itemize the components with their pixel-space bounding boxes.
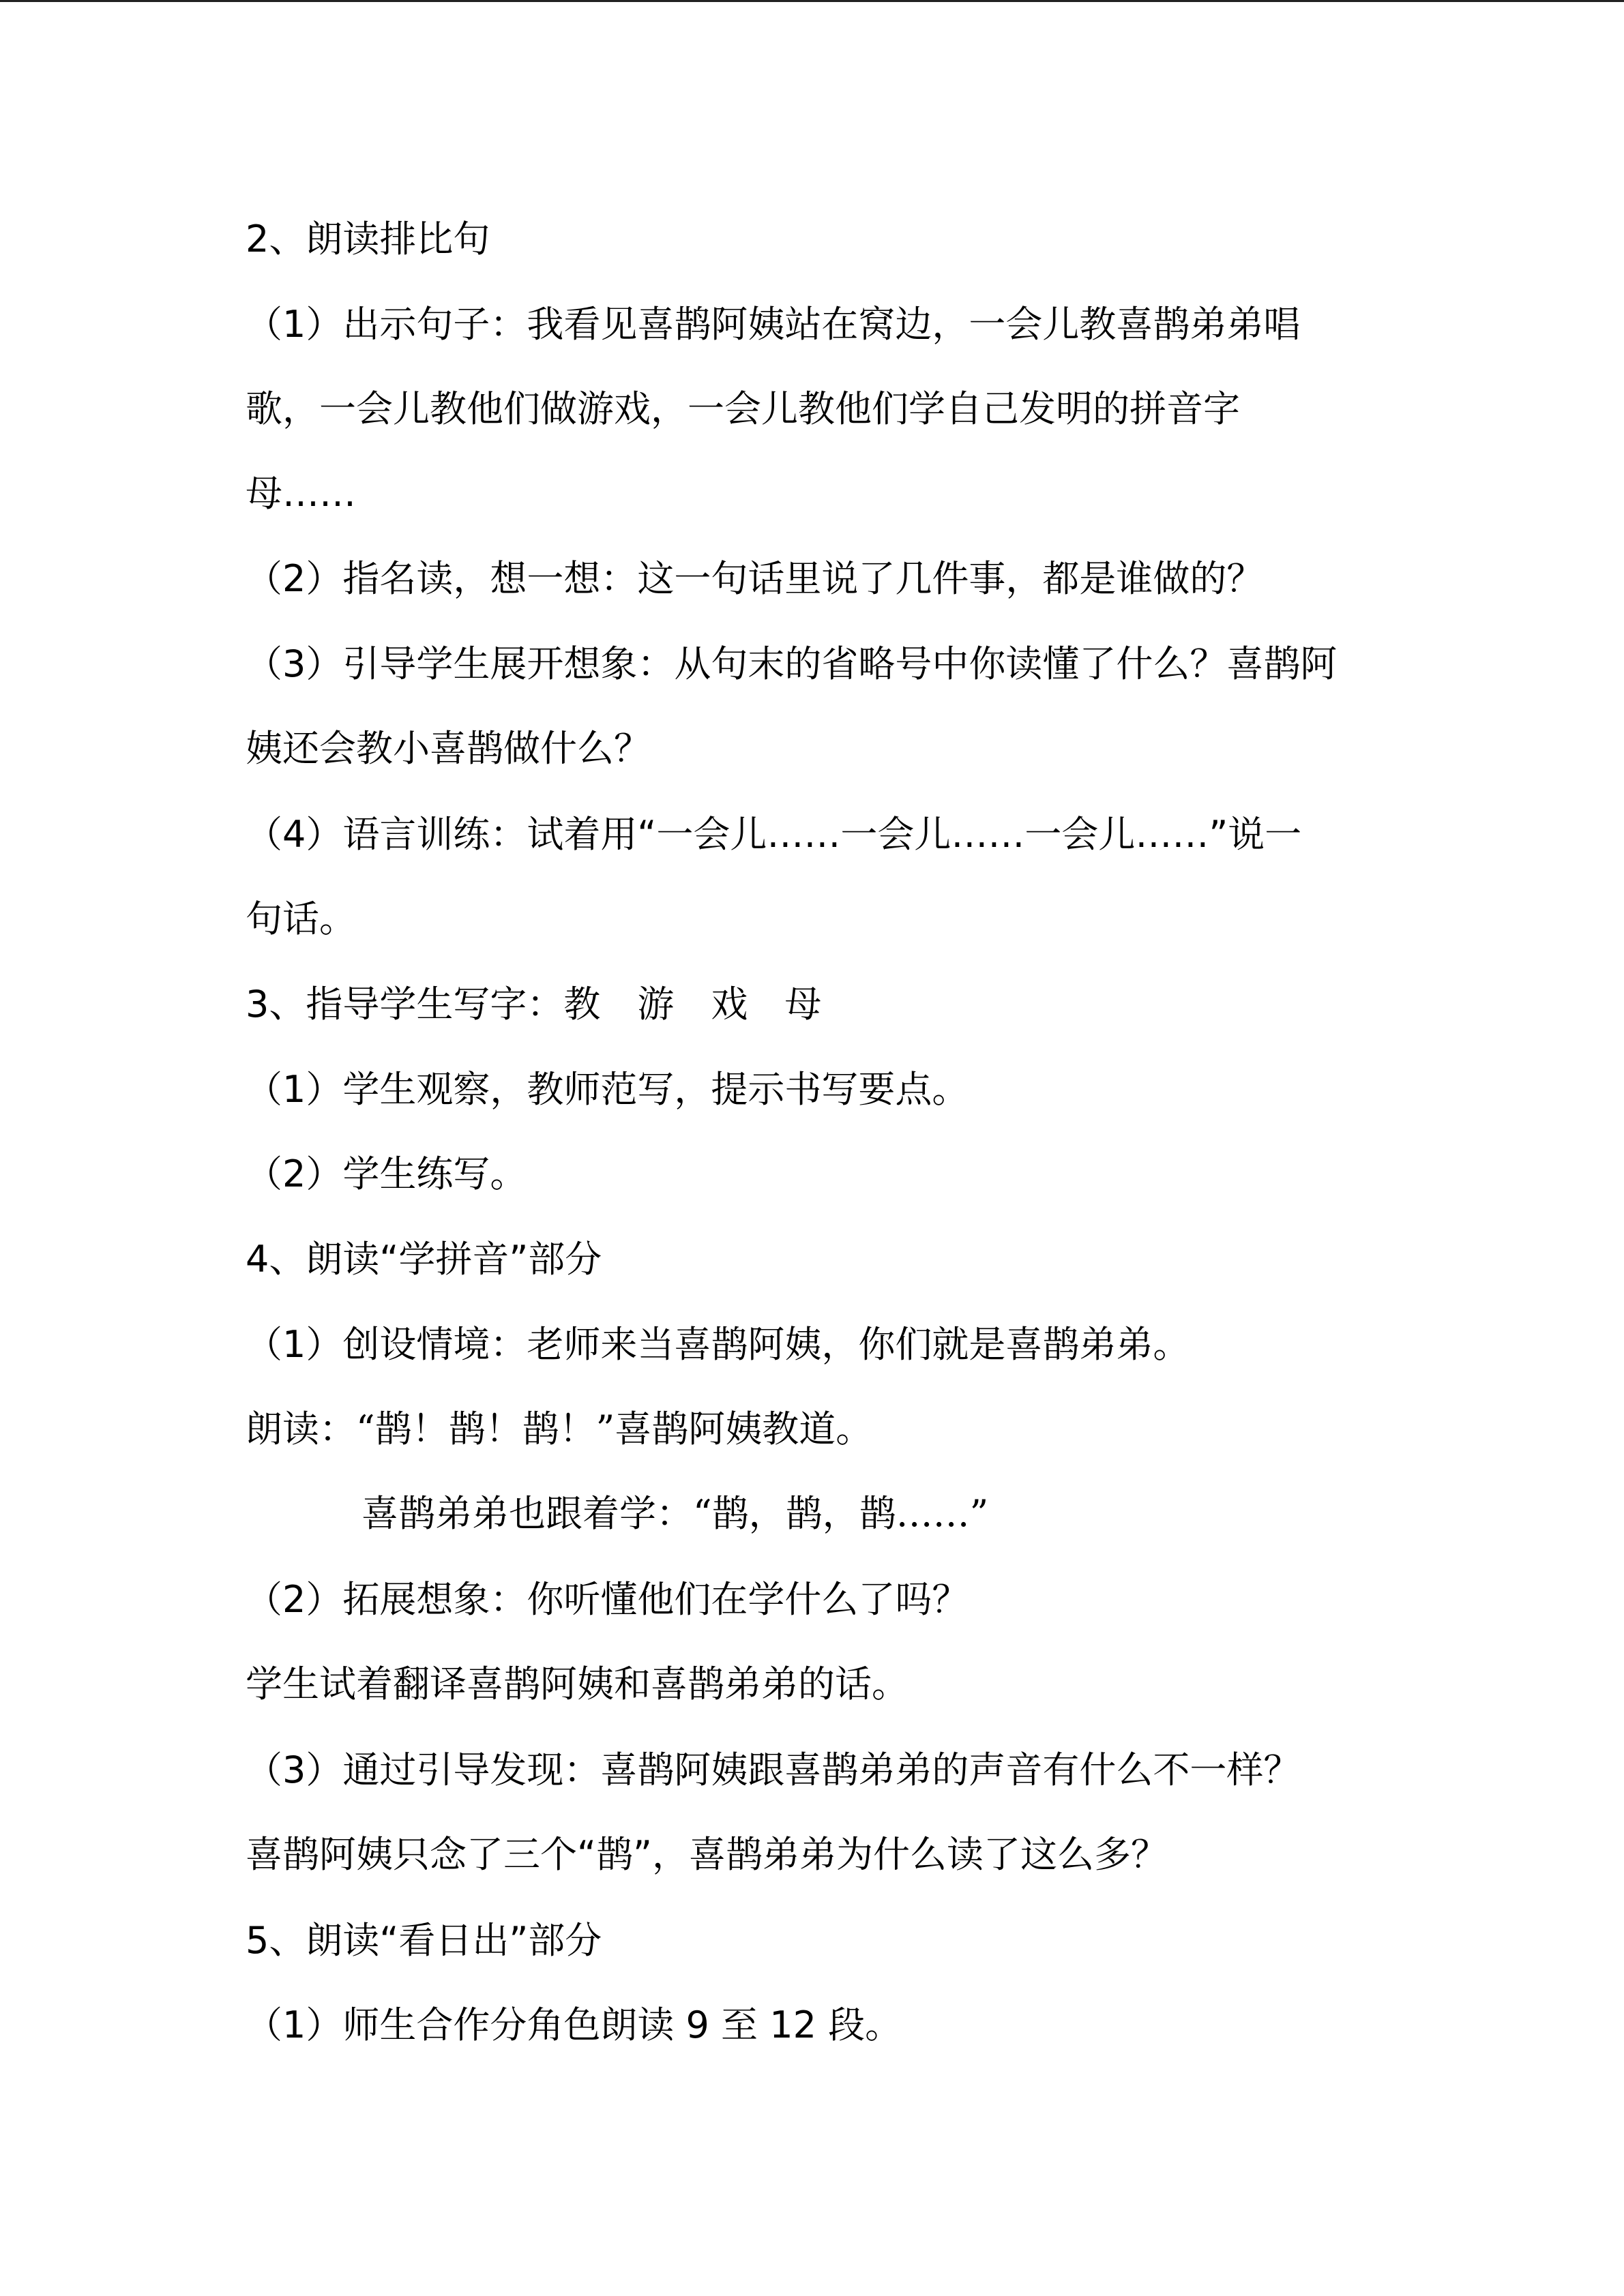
paragraph-line: 歌，一会儿教他们做游戏，一会儿教他们学自己发明的拼音字: [246, 387, 1240, 430]
paragraph-line: （2）学生练写。: [246, 1152, 527, 1195]
paragraph-line: （3）引导学生展开想象：从句末的省略号中你读懂了什么？喜鹊阿: [246, 642, 1338, 685]
heading-5: 5、朗读“看日出”部分: [246, 1919, 602, 1962]
paragraph-line: （1）出示句子：我看见喜鹊阿姨站在窝边，一会儿教喜鹊弟弟唱: [246, 303, 1301, 346]
paragraph-line: 姨还会教小喜鹊做什么？: [246, 727, 651, 770]
paragraph-line: 学生试着翻译喜鹊阿姨和喜鹊弟弟的话。: [246, 1663, 909, 1705]
heading-4: 4、朗读“学拼音”部分: [246, 1238, 602, 1281]
paragraph-line: 喜鹊阿姨只念了三个“鹊”，喜鹊弟弟为什么读了这么多？: [246, 1833, 1168, 1876]
heading-3: 3、指导学生写字：教 游 戏 母: [246, 983, 822, 1026]
paragraph-line: （1）创设情境：老师来当喜鹊阿姨，你们就是喜鹊弟弟。: [246, 1323, 1190, 1366]
page-top-border: [0, 0, 1624, 2]
paragraph-line: 句话。: [246, 897, 356, 940]
paragraph-line-indented: 喜鹊弟弟也跟着学：“鹊，鹊，鹊……”: [361, 1492, 989, 1535]
paragraph-line: （2）指名读，想一想：这一句话里说了几件事，都是谁做的？: [246, 557, 1264, 600]
heading-2: 2、朗读排比句: [246, 218, 490, 260]
paragraph-line: （4）语言训练：试着用“一会儿……一会儿……一会儿……”说一: [246, 813, 1302, 856]
paragraph-line: （2）拓展想象：你听懂他们在学什么了吗？: [246, 1578, 969, 1621]
paragraph-line: 朗读：“鹊！鹊！鹊！”喜鹊阿姨教道。: [246, 1407, 873, 1450]
paragraph-line: 母……: [246, 472, 356, 515]
paragraph-line: （3）通过引导发现：喜鹊阿姨跟喜鹊弟弟的声音有什么不一样？: [246, 1748, 1301, 1791]
paragraph-line: （1）师生合作分角色朗读 9 至 12 段。: [246, 2003, 902, 2046]
paragraph-line: （1）学生观察，教师范写，提示书写要点。: [246, 1068, 969, 1111]
